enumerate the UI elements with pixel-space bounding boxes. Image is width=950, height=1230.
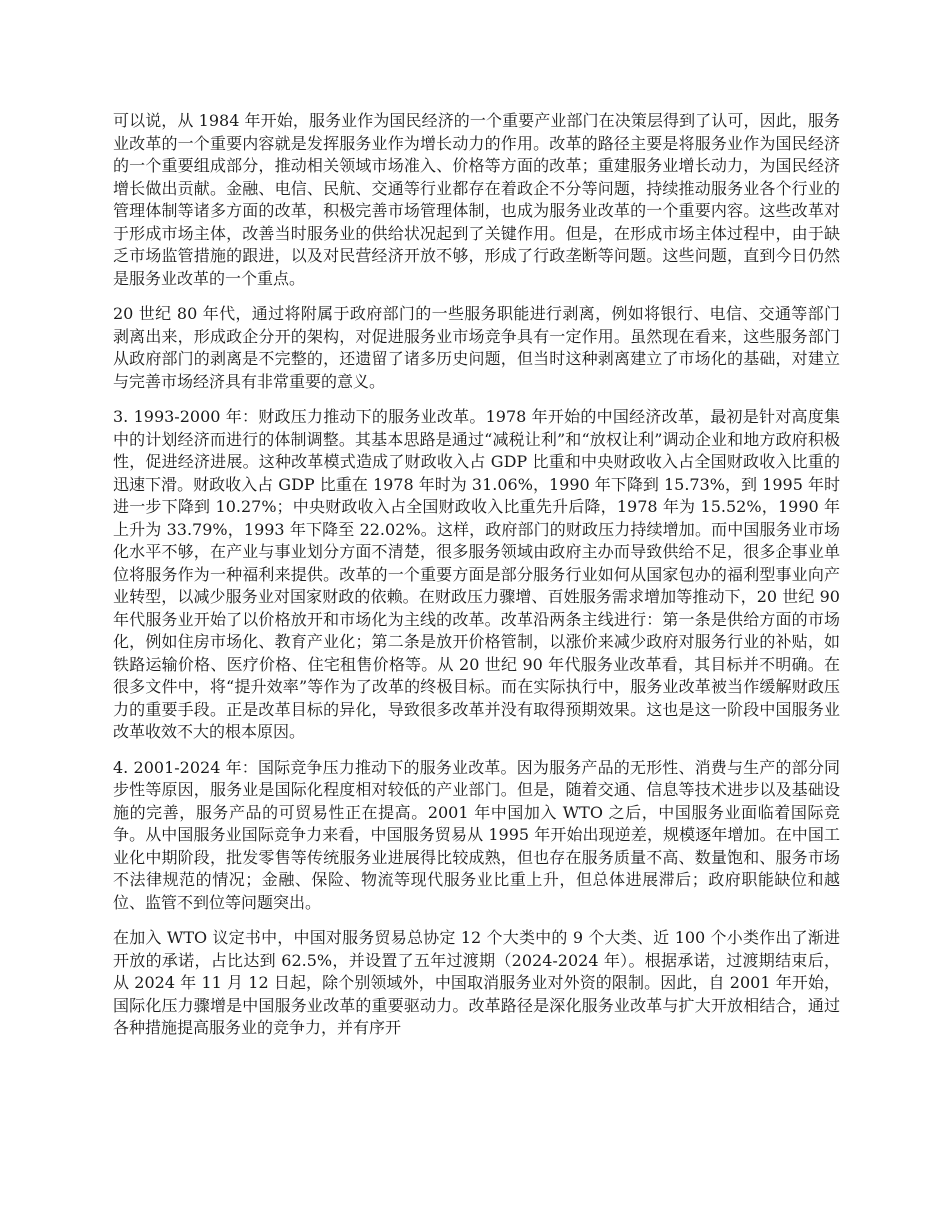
document-page [113, 110, 840, 1053]
paragraph-2001-2024: 4. 2001-2024 年：国际竞争压力推动下的服务业改革。因为服务产品的无形性、消费与生产的部分同步性等原因，服务业是国际化程度相对较低的产业部门。但是，随着交通、信息等技术进步以及基础设施的完善，服务产品的可贸易性正在提高。2001 年中国加入 WTO 之后，中国服务业面临着国际竞争。从中国服务业国际竞争力来看，中国服务贸易从 1995 年开始出现逆差，规模逐年增加。在中国工业化中期阶段，批发零售等传统服务业进展得比较成熟，但也存在服务质量不高、数量饱和、服务市场不法律规范的情况；金融、保险、物流等现代服务业比重上升，但总体进展滞后；政府职能缺位和越位、监管不到位等问题突出。 [113, 757, 840, 912]
paragraph-1980s-separation: 20 世纪 80 年代，通过将附属于政府部门的一些服务职能进行剥离，例如将银行、电信、交通等部门剥离出来，形成政企分开的架构，对促进服务业市场竞争具有一定作用。虽然现在看来，这些服务部门从政府部门的剥离是不完整的，还遗留了诸多历史问题，但当时这种剥离建立了市场化的基础，对建立与完善市场经济具有非常重要的意义。 [113, 304, 840, 391]
paragraph-1993-2000: 3. 1993-2000 年：财政压力推动下的服务业改革。1978 年开始的中国经济改革，最初是针对高度集中的计划经济而进行的体制调整。其基本思路是通过“减税让利”和“放权让利”调动企业和地方政府积极性，促进经济进展。这种改革模式造成了财政收入占 GDP 比重和中央财政收入占全国财政收入比重的迅速下滑。财政收入占 GDP 比重在 1978 年时为 31.06%，1990 年下降到 15.73%，到 1995 年时进一步下降到 10.27%；中央财政收入占全国财政收入比重先升后降，1978 年为 15.52%，1990 年上升为 33.79%，1993 年下降至 22.02%。这样，政府部门的财政压力持续增加。而中国服务业市场化水平不够，在产业与事业划分方面不清楚，很多服务领域由政府主办而导致供给不足，很多企事业单位将服务作为一种福利来提供。改革的一个重要方面是部分服务行业如何从国家包办的福利型事业向产业转型，以减少服务业对国家财政的依赖。在财政压力骤增、百姓服务需求增加等推动下，20 世纪 90 年代服务业开始了以价格放开和市场化为主线的改革。改革沿两条主线进行：第一条是供给方面的市场化，例如住房市场化、教育产业化；第二条是放开价格管制，以涨价来减少政府对服务行业的补贴，如铁路运输价格、医疗价格、住宅租售价格等。从 20 世纪 90 年代服务业改革看，其目标并不明确。在很多文件中，将“提升效率”等作为了改革的终极目标。而在实际执行中，服务业改革被当作缓解财政压力的重要手段。正是改革目标的异化，导致很多改革并没有取得预期效果。这也是这一阶段中国服务业改革收效不大的根本原因。 [113, 407, 840, 741]
paragraph-1984-reform: 可以说，从 1984 年开始，服务业作为国民经济的一个重要产业部门在决策层得到了认可，因此，服务业改革的一个重要内容就是发挥服务业作为增长动力的作用。改革的路径主要是将服务业作为国民经济的一个重要组成部分，推动相关领域市场准入、价格等方面的改革；重建服务业增长动力，为国民经济增长做出贡献。金融、电信、民航、交通等行业都存在着政企不分等问题，持续推动服务业各个行业的管理体制等诸多方面的改革，积极完善市场管理体制，也成为服务业改革的一个重要内容。这些改革对于形成市场主体，改善当时服务业的供给状况起到了关键作用。但是，在形成市场主体过程中，由于缺乏市场监管措施的跟进，以及对民营经济开放不够，形成了行政垄断等问题。这些问题，直到今日仍然是服务业改革的一个重点。 [113, 111, 840, 288]
paragraph-wto-commitments: 在加入 WTO 议定书中，中国对服务贸易总协定 12 个大类中的 9 个大类、近 100 个小类作出了渐进开放的承诺，占比达到 62.5%，并设置了五年过渡期（2024-2024 年）。根据承诺，过渡期结束后，从 2024 年 11 月 12 日起，除个别领域外，中国取消服务业对外资的限制。因此，自 2001 年开始，国际化压力骤增是中国服务业改革的重要驱动力。改革路径是深化服务业改革与扩大开放相结合，通过各种措施提高服务业的竞争力，并有序开 [113, 928, 840, 1037]
